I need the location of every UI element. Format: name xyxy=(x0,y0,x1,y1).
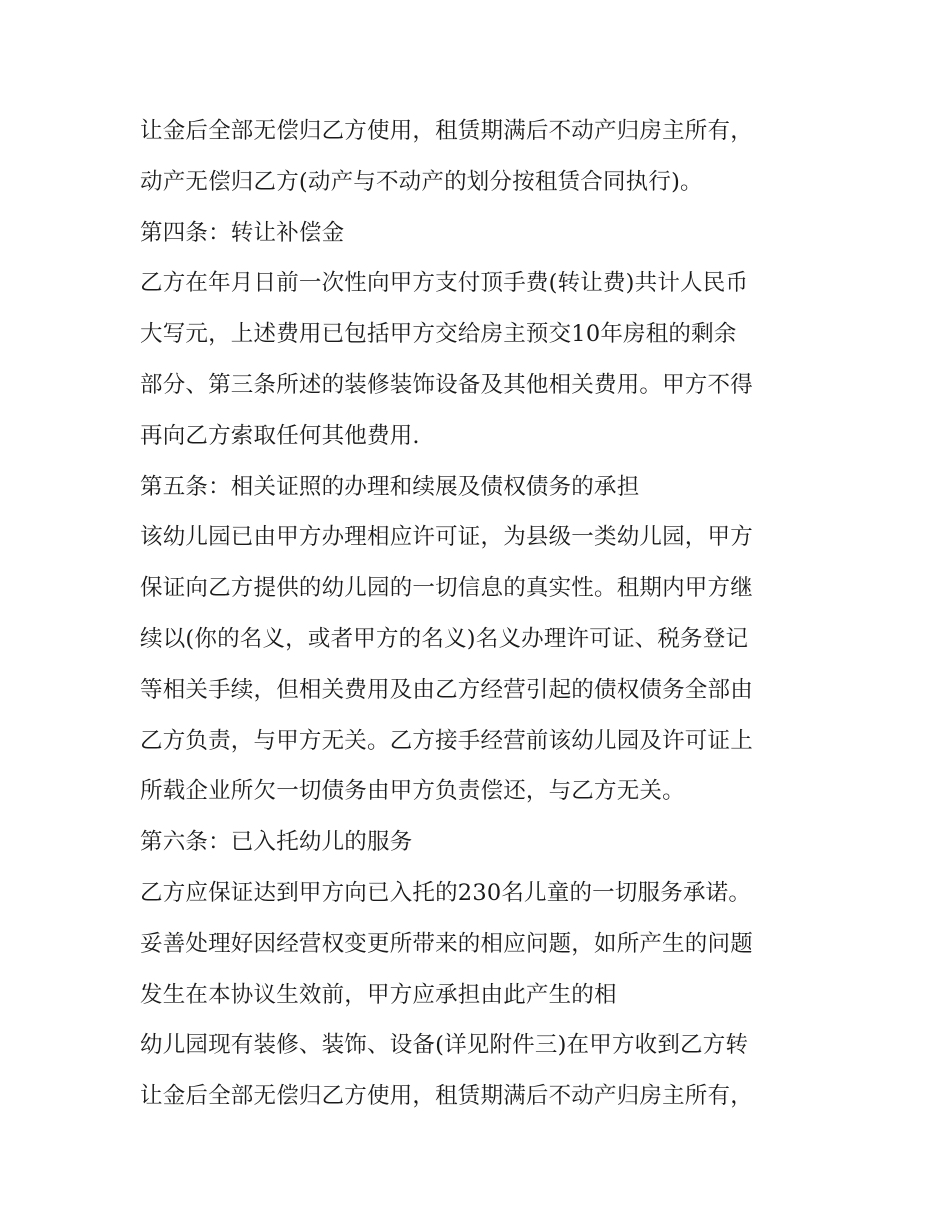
section-heading-6: 第六条：已入托幼儿的服务 xyxy=(140,829,413,856)
paragraph-line: 续以(你的名义，或者甲方的名义)名义办理许可证、税务登记 xyxy=(140,625,749,652)
paragraph-line: 等相关手续，但相关费用及由乙方经营引起的债权债务全部由 xyxy=(140,676,753,703)
paragraph-line: 让金后全部无偿归乙方使用，租赁期满后不动产归房主所有， xyxy=(140,1083,753,1110)
paragraph-line: 乙方负责，与甲方无关。乙方接手经营前该幼儿园及许可证上 xyxy=(140,727,753,754)
paragraph-line: 部分、第三条所述的装修装饰设备及其他相关费用。甲方不得 xyxy=(140,371,753,398)
paragraph-line: 动产无偿归乙方(动产与不动产的划分按租赁合同执行)。 xyxy=(140,168,703,195)
paragraph-line: 大写元，上述费用已包括甲方交给房主预交10年房租的剩余 xyxy=(140,321,737,348)
paragraph-line: 再向乙方索取任何其他费用. xyxy=(140,422,420,449)
paragraph-line: 乙方在年月日前一次性向甲方支付顶手费(转让费)共计人民币 xyxy=(140,270,749,297)
paragraph-line: 妥善处理好因经营权变更所带来的相应问题，如所产生的问题 xyxy=(140,930,753,957)
paragraph-line: 保证向乙方提供的幼儿园的一切信息的真实性。租期内甲方继 xyxy=(140,575,753,602)
paragraph-line: 所载企业所欠一切债务由甲方负责偿还，与乙方无关。 xyxy=(140,778,685,805)
paragraph-line: 让金后全部无偿归乙方使用，租赁期满后不动产归房主所有， xyxy=(140,118,753,144)
document-body xyxy=(140,106,820,1122)
paragraph-line: 幼儿园现有装修、装饰、设备(详见附件三)在甲方收到乙方转 xyxy=(140,1032,749,1059)
paragraph-line: 该幼儿园已由甲方办理相应许可证，为县级一类幼儿园，甲方 xyxy=(140,524,753,551)
paragraph-line: 发生在本协议生效前，甲方应承担由此产生的相 xyxy=(140,981,617,1008)
section-heading-4: 第四条：转让补偿金 xyxy=(140,219,345,246)
section-heading-5: 第五条：相关证照的办理和续展及债权债务的承担 xyxy=(140,473,640,500)
paragraph-line: 乙方应保证达到甲方向已入托的230名儿童的一切服务承诺。 xyxy=(140,879,752,906)
